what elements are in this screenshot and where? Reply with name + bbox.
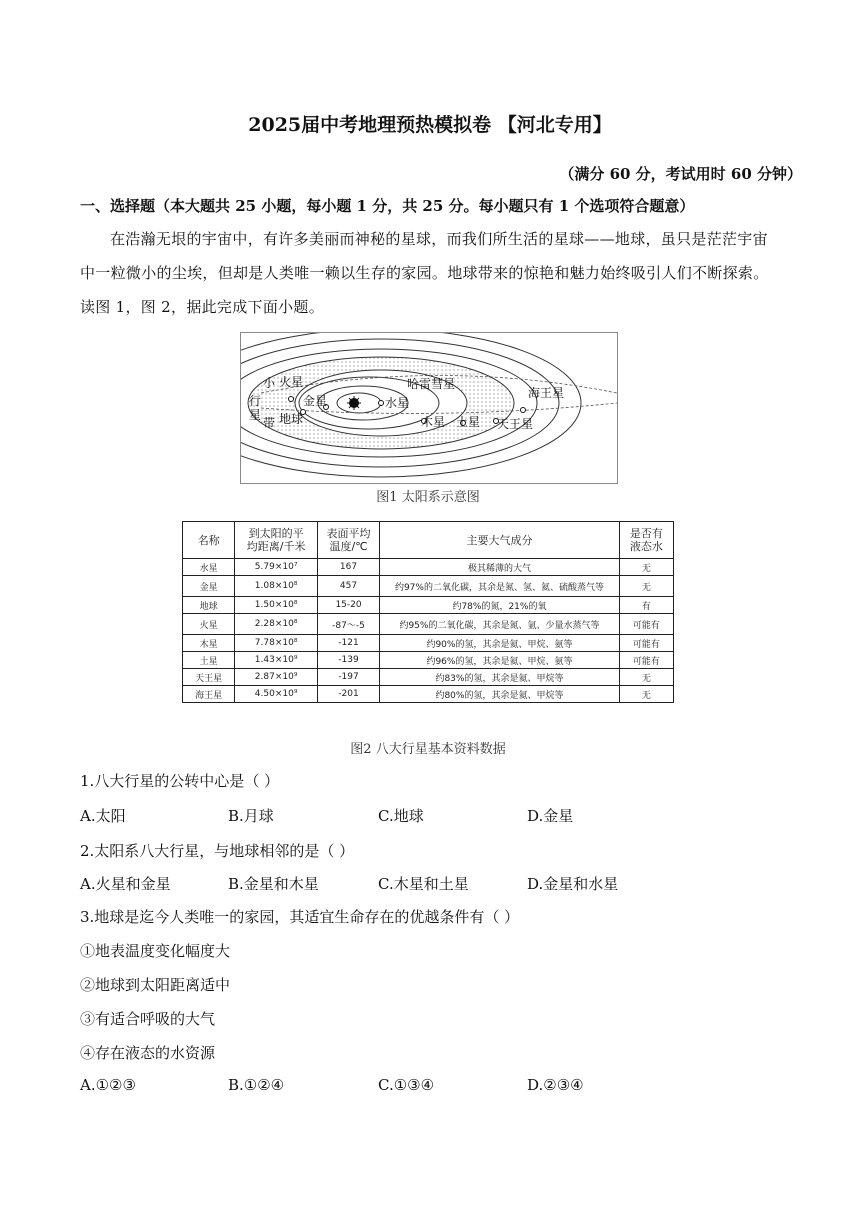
q2-option-c[interactable]: C.木星和土星 <box>378 875 469 893</box>
asteroid-label-2: 行 <box>249 394 262 408</box>
header-atmosphere: 主要大气成分 <box>380 522 620 559</box>
table-row: 地球 1.50×10⁸ 15-20 约78%的氮，21%的氧 有 <box>183 597 674 614</box>
exam-meta: （满分 60 分，考试用时 60 分钟） <box>559 165 802 183</box>
question-3-stem: 3.地球是迄今人类唯一的家园，其适宜生命存在的优越条件有（ ） <box>80 908 520 926</box>
neptune-label: 海王星 <box>528 386 565 400</box>
q2-option-d[interactable]: D.金星和水星 <box>527 875 619 893</box>
q1-option-b[interactable]: B.月球 <box>228 807 274 825</box>
q3-option-d[interactable]: D.②③④ <box>527 1076 584 1094</box>
asteroid-label-3: 星 <box>249 408 262 422</box>
q2-option-a[interactable]: A.火星和金星 <box>80 875 171 893</box>
q1-option-c[interactable]: C.地球 <box>378 807 424 825</box>
solar-system-figure <box>240 332 618 484</box>
table-row: 土星 1.43×10⁹ -139 约96%的氢，其余是氦、甲烷、氨等 可能有 <box>183 652 674 669</box>
q3-option-a[interactable]: A.①②③ <box>80 1076 136 1094</box>
solar-system-diagram <box>241 333 617 483</box>
asteroid-label-4: 带 <box>263 416 276 430</box>
table-row: 火星 2.28×10⁸ -87～-5 约95%的二氧化碳，其余是氮、氩、少量水蒸气等 可能有 <box>183 614 674 635</box>
table-row: 海王星 4.50×10⁹ -201 约80%的氢，其余是氦、甲烷等 无 <box>183 686 674 703</box>
q1-option-a[interactable]: A.太阳 <box>80 807 126 825</box>
section-heading: 一、选择题（本大题共 25 小题，每小题 1 分，共 25 分。每小题只有 1 个选项符合题意） <box>80 197 695 215</box>
header-name: 名称 <box>183 522 235 559</box>
header-temperature: 表面平均 温度/℃ <box>317 522 379 559</box>
intro-paragraph: 在浩瀚无垠的宇宙中，有许多美丽而神秘的星球，而我们所生活的星球——地球，虽只是茫茫宇宙中一粒微小的尘埃，但却是人类唯一赖以生存的家园。地球带来的惊艳和魅力始终吸引人们不断探索。读图 1，图 2，据此完成下面小题。 <box>80 230 769 316</box>
q3-option-c[interactable]: C.①③④ <box>378 1076 435 1094</box>
planet-data-table <box>182 521 674 703</box>
table-row: 木星 7.78×10⁸ -121 约90%的氢，其余是氦、甲烷、氨等 可能有 <box>183 635 674 652</box>
q3-item-1: ①地表温度变化幅度大 <box>80 942 231 960</box>
table-row: 水星 5.79×10⁷ 167 极其稀薄的大气 无 <box>183 559 674 576</box>
mars-label: 火星 <box>279 375 304 389</box>
header-distance: 到太阳的平 均距离/千米 <box>235 522 317 559</box>
header-water: 是否有 液态水 <box>619 522 673 559</box>
question-2-stem: 2.太阳系八大行星，与地球相邻的是（ ） <box>80 842 355 860</box>
q3-item-3: ③有适合呼吸的大气 <box>80 1010 216 1028</box>
q1-option-d[interactable]: D.金星 <box>527 807 574 825</box>
saturn-label: 土星 <box>456 415 481 429</box>
table-row: 天王星 2.87×10⁹ -197 约83%的氢，其余是氦、甲烷等 无 <box>183 669 674 686</box>
table-row: 金星 1.08×10⁸ 457 约97%的二氧化碳，其余是氮、氢、氦、硫酸蒸气等 无 <box>183 576 674 597</box>
mercury-label: 水星 <box>385 396 410 410</box>
asteroid-label-1: 小 <box>263 376 276 390</box>
uranus-label: 天王星 <box>497 417 534 431</box>
halley-label: 哈雷彗星 <box>407 377 456 391</box>
figure2-caption: 图2 八大行星基本资料数据 <box>350 742 506 757</box>
earth-label: 地球 <box>279 412 304 426</box>
figure1-caption: 图1 太阳系示意图 <box>376 490 480 505</box>
q2-option-b[interactable]: B.金星和木星 <box>228 875 319 893</box>
q3-item-4: ④存在液态的水资源 <box>80 1044 216 1062</box>
question-1-stem: 1.八大行星的公转中心是（ ） <box>80 772 280 790</box>
page-title: 2025届中考地理预热模拟卷 【河北专用】 <box>248 114 612 136</box>
jupiter-label: 木星 <box>421 415 446 429</box>
venus-label: 金星 <box>303 394 328 408</box>
q3-item-2: ②地球到太阳距离适中 <box>80 976 231 994</box>
q3-option-b[interactable]: B.①②④ <box>228 1076 285 1094</box>
